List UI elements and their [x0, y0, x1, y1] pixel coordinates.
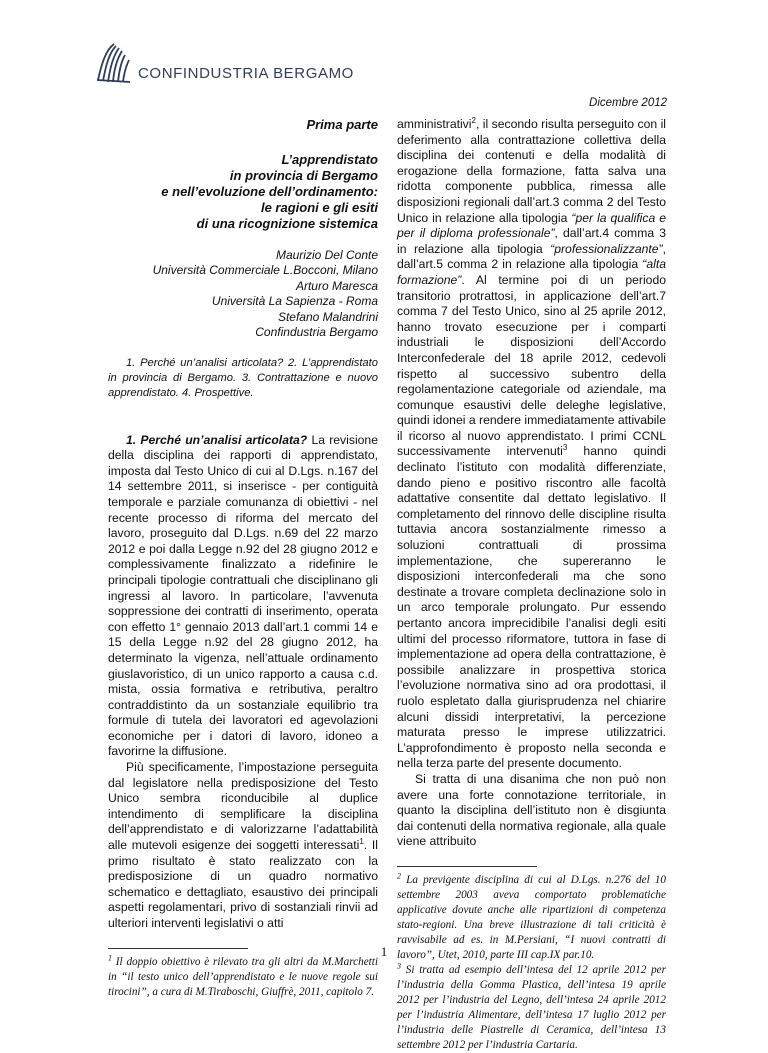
- footnote-number: 2: [397, 871, 401, 881]
- author-name: Stefano Malandrini: [277, 309, 378, 324]
- footnote-divider: [397, 866, 537, 867]
- section-1-paragraph: [108, 433, 378, 760]
- brand-name: CONFINDUSTRIA BERGAMO: [138, 65, 354, 82]
- page-number: 1: [380, 944, 388, 959]
- footnote-text: Si tratta ad esempio dell’intesa del 12 aprile 2012 per l’industria della Gomma Plastica, dell’intesa 19 aprile 2012 per l’industria del Legno, dell’intesa 24 aprile 2012 per l’industria Alimentare, dell’intesa 17 luglio 2012 per l’industria delle Piastrelle di Ceramica, dell’intesa 13 settembre 2012 per l’industria Cartaria.: [397, 963, 666, 1051]
- paragraph-text: , il secondo risulta perseguito con il deferimento alla contrattazione collettiva della disciplina dei contenuti e della modalità di erogazione della formazione, fatta salva una ridotta componente pubblica, rimessa alle disposizioni regionali dall’art.3 comma 2 del Testo Unico in relazione alla tipologia: [397, 117, 666, 225]
- footnote-number: 1: [108, 952, 112, 962]
- paragraph-2: [108, 760, 378, 932]
- title-line: L’apprendistato: [281, 151, 378, 167]
- quoted-term: “alta formazione”: [397, 257, 666, 287]
- paragraph-text: , dall’art.5 comma 2 in relazione alla tipologia: [397, 241, 666, 272]
- footnote-3: [397, 963, 666, 1053]
- paragraph-continued: [397, 117, 666, 772]
- author-affiliation: Università Commerciale L.Bocconi, Milano: [152, 263, 378, 278]
- authors-block: [108, 248, 378, 341]
- footnote-ref[interactable]: 1: [359, 836, 364, 846]
- section-1-body: La revisione della disciplina dei rapporti di apprendistato, imposta dal Testo Unico di cui al D.Lgs. n.167 del 14 settembre 2011, si inserisce - per contiguità temporale e parziale comunanza di obiettivi - nel recente processo di riforma del mercato del lavoro, proseguito dal D.Lgs. n.69 del 22 marzo 2012 e poi dalla Legge n.92 del 28 giugno 2012 e complessivamente finalizzato a ridefinire le principali tipologie contrattuali che disciplinano gli ingressi al lavoro. In particolare, l’avvenuta soppressione dei contratti di inserimento, operata con effetto 1° gennaio 2013 dall’art.1 commi 14 e 15 della Legge n.92 del 28 giugno 2012, ha determinato la vigenza, nell’attuale ordinamento giuslavoristico, di un unico rapporto a causa c.d. mista, ossia formativa e retributiva, peraltro contraddistinto da un sostanziale equilibrio tra formule di tutela dei lavoratori ed agevolazioni economiche per i datori di lavoro, idoneo a favorirne la diffusione.: [108, 432, 378, 759]
- footnote-text: La previgente disciplina di cui al D.Lgs. n.276 del 10 settembre 2003 aveva comportato problematiche applicative dovute anche alle ripartizioni di competenza stato-regioni. Una breve illustrazione di tali criticità è ravvisabile ad es. in M.Persiani, “I nuovi contratti di lavoro”, Utet, 2010, parte III cap.IX par.10.: [397, 873, 666, 961]
- paragraph-text: . Il primo risultato è stato realizzato con la predisposizione di un quadro normativo schematico e dettagliato, esaustivo dei principali aspetti regolamentari, privo di sostanziali rinvii ad ulteriori interventi legislativi o atti: [108, 838, 378, 930]
- author-affiliation: Confindustria Bergamo: [255, 325, 378, 340]
- right-column: [397, 117, 666, 1053]
- table-of-contents-summary: 1. Perché un’analisi articolata? 2. L’apprendistato in provincia di Bergamo. 3. Contrattazione e nuovo apprendistato. 4. Prospettive.: [108, 356, 378, 399]
- footnote-1: [108, 952, 378, 1000]
- paragraph: Si tratta di una disanima che non può non avere una forte connotazione territoriale, in quanto la disciplina dell’istituto non è disgiunta dai contenuti della normativa regionale, alla quale viene attribuito: [397, 771, 666, 849]
- document-title: [108, 152, 378, 232]
- footnote-ref[interactable]: 3: [562, 443, 568, 453]
- left-column: [108, 117, 378, 1000]
- paragraph-text: amministrativi: [397, 117, 472, 131]
- paragraph-text: Più specificamente, l’impostazione perseguita dal legislatore nella predisposizione del Testo Unico sembra riconducibile al duplice intendimento di semplificare la disciplina dell’apprendistato e di valorizzarne l’adattabilità alle mutevoli esigenze dei soggetti interessati: [108, 760, 378, 853]
- title-line: in provincia di Bergamo: [229, 167, 378, 183]
- document-date: Dicembre 2012: [589, 97, 667, 109]
- title-line: e nell’evoluzione dell’ordinamento:: [161, 183, 378, 199]
- footnote-text: Il doppio obiettivo è rilevato tra gli altri da M.Marchetti in “il testo unico dell’apprendistato e le nuove regole sui tirocini”, a cura di M.Tiraboschi, Giuffrè, 2011, capitolo 7.: [108, 955, 378, 998]
- author-affiliation: Università La Sapienza - Roma: [211, 294, 378, 309]
- footnote-number: 3: [397, 961, 401, 971]
- footnote-ref[interactable]: 2: [471, 115, 476, 125]
- quoted-term: “professionalizzante”: [550, 241, 663, 256]
- title-line: di una ricognizione sistemica: [196, 215, 378, 231]
- paragraph-text: hanno quindi declinato l’istituto con modalità differenziate, dando pieno e positivo riscontro alle facoltà adattative consentite dal dettato legislativo. Il completamento del rinnovo delle discipline risulta tuttavia ancora sostanzialmente rimesso a soluzioni contrattuali di prossima implementazione, che supereranno le disposizioni interconfederali ma che sono destinate a trovare completa declinazione solo in un arco temporale prolungato. Pur essendo pertanto ancora imprecidibile l’analisi degli esiti ultimi del processo riformatore, tuttora in fase di implementazione ad opera della contrattazione, è possibile analizzare in prospettiva storica l’evoluzione normativa sino ad ora prodottasi, il ruolo espletato dalla giurisprudenza nel chiarire alcuni dissidi interpretativi, la percezione maturata presso le imprese utilizzatrici. L’approfondimento è proposto nella seconda e nella terza parte del presente documento.: [397, 444, 666, 771]
- author-name: Arturo Maresca: [295, 278, 378, 293]
- paragraph-text: , dall’art.4 comma 3 in relazione alla tipologia: [397, 226, 667, 256]
- confindustria-logo-icon: [94, 40, 134, 86]
- author-name: Maurizio Del Conte: [275, 247, 378, 262]
- title-line: le ragioni e gli esiti: [260, 199, 378, 215]
- brand-logo: [94, 40, 354, 92]
- part-label: Prima parte: [306, 117, 378, 132]
- quoted-term: “per la qualifica e per il diploma professionale”: [397, 210, 667, 241]
- section-1-heading: 1. Perché un’analisi articolata?: [126, 432, 308, 447]
- paragraph-text: . Al termine poi di un periodo transitorio protrattosi, in applicazione dell’art.7 comma 7 del Testo Unico, sino al 25 aprile 2012, hanno trovato esecuzione per i comparti industriali le disposizioni dell’Accordo Interconfederale del 18 aprile 2012, cedevoli rispetto al successivo subentro della regolamentazione categoriale od aziendale, ma comunque esaustivi delle deleghe legislative, quindi idonei a rendere immediatamente attivabile il ricorso al nuovo apprendistato. I primi CCNL successivamente intervenuti: [397, 272, 666, 459]
